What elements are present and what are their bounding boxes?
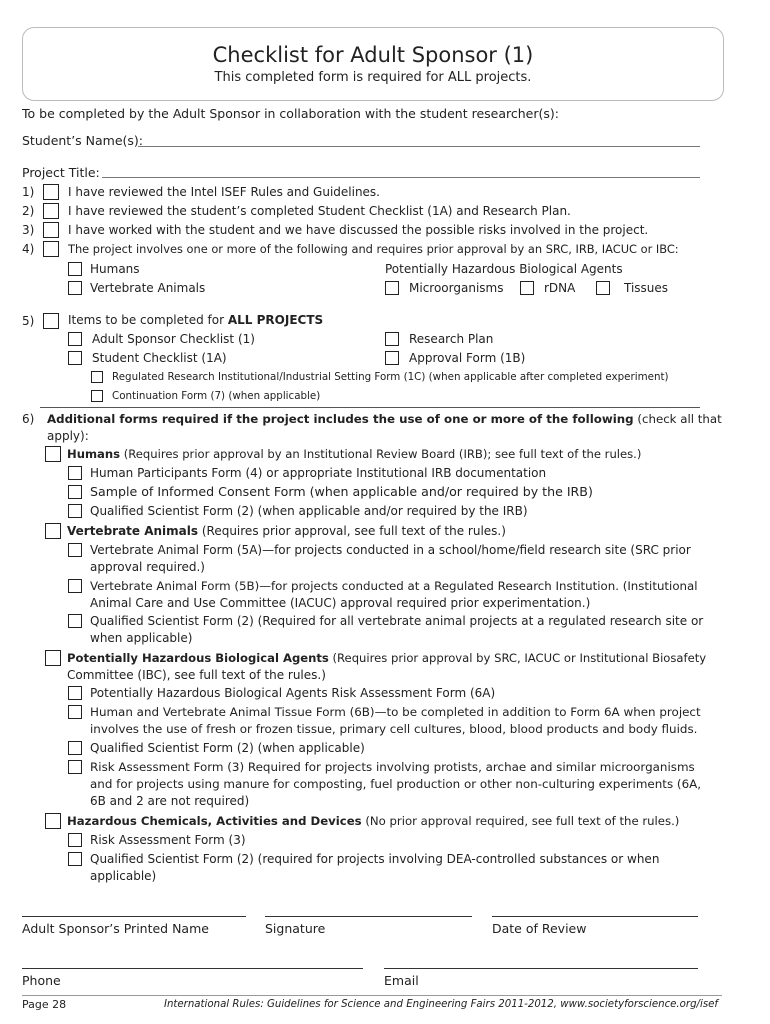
stc-checkbox[interactable] xyxy=(68,351,82,365)
phba-6a-checkbox[interactable] xyxy=(68,686,82,700)
risk-assessment-3-label: Risk Assessment Form (3) Required for projects involving protists, archae and similar microorganisms xyxy=(90,760,695,774)
rdna-label: rDNA xyxy=(544,281,576,295)
risk-assessment-3-label-cont2: 6B and 2 are not required) xyxy=(90,794,250,808)
vaf-5a-checkbox[interactable] xyxy=(68,543,82,557)
item-5-text: Items to be completed for ALL PROJECTS xyxy=(68,313,324,327)
phba-section-heading: Potentially Hazardous Biological Agents (Requires prior approval by SRC, IACUC or Institutional Biosafety xyxy=(67,651,707,665)
phba-qsf-label: Qualified Scientist Form (2) (when applicable) xyxy=(90,741,365,755)
research-plan-checkbox[interactable] xyxy=(385,332,399,346)
footer-rule xyxy=(22,995,722,996)
vert-qsf-label: Qualified Scientist Form (2) (Required for all vertebrate animal projects at a regulated research site or xyxy=(90,614,704,628)
humans-qsf-label: Qualified Scientist Form (2) (when applicable and/or required by the IRB) xyxy=(90,504,528,518)
item-6-text: Additional forms required if the project includes the use of one or more of the following (check all that xyxy=(47,412,722,426)
approval-form-label: Approval Form (1B) xyxy=(409,351,526,365)
student-names-label: Student’s Name(s): xyxy=(22,133,144,148)
human-participants-label: Human Participants Form (4) or appropriate Institutional IRB documentation xyxy=(90,466,547,480)
humans-checkbox[interactable] xyxy=(68,262,82,276)
rrif-label: Regulated Research Institutional/Industrial Setting Form (1C) (when applicable after completed experiment) xyxy=(112,371,669,383)
item-3-text: I have worked with the student and we have discussed the possible risks involved in the project. xyxy=(68,223,649,237)
tissue-6b-checkbox[interactable] xyxy=(68,705,82,719)
rdna-checkbox[interactable] xyxy=(520,281,534,295)
haz-qsf-label: Qualified Scientist Form (2) (required for projects involving DEA-controlled substances or when xyxy=(90,852,660,866)
vertebrate-section-checkbox[interactable] xyxy=(45,523,61,539)
phone-field[interactable] xyxy=(22,968,363,969)
printed-name-field[interactable] xyxy=(22,916,246,917)
item-1-number: 1) xyxy=(22,185,35,199)
project-title-field[interactable] xyxy=(102,177,700,178)
date-label: Date of Review xyxy=(492,921,587,936)
item-2-text: I have reviewed the student’s completed Student Checklist (1A) and Research Plan. xyxy=(68,204,571,218)
vaf-5b-label: Vertebrate Animal Form (5B)—for projects conducted at a Regulated Research Institution. (Institutional xyxy=(90,579,698,593)
item-3-checkbox[interactable] xyxy=(43,222,59,238)
item-4-number: 4) xyxy=(22,242,35,256)
hazardous-section-heading: Hazardous Chemicals, Activities and Devices (No prior approval required, see full text of the rules.) xyxy=(67,814,680,828)
date-field[interactable] xyxy=(492,916,698,917)
email-field[interactable] xyxy=(384,968,698,969)
intro-text: To be completed by the Adult Sponsor in collaboration with the student researcher(s): xyxy=(22,106,559,121)
vaf-5a-label: Vertebrate Animal Form (5A)—for projects conducted in a school/home/field research site (SRC prior xyxy=(90,543,691,557)
section-divider xyxy=(40,407,700,408)
item-1-text: I have reviewed the Intel ISEF Rules and Guidelines. xyxy=(68,185,380,199)
humans-section-checkbox[interactable] xyxy=(45,446,61,462)
form-subtitle: This completed form is required for ALL projects. xyxy=(214,70,532,85)
form-title: Checklist for Adult Sponsor (1) xyxy=(212,43,534,67)
continuation-checkbox[interactable] xyxy=(91,390,103,402)
item-5-checkbox[interactable] xyxy=(43,313,59,329)
haz-qsf-label-cont: applicable) xyxy=(90,869,157,883)
item-2-checkbox[interactable] xyxy=(43,203,59,219)
phba-qsf-checkbox[interactable] xyxy=(68,741,82,755)
vertebrate-section-heading: Vertebrate Animals (Requires prior approval, see full text of the rules.) xyxy=(67,524,506,538)
microorganisms-label: Microorganisms xyxy=(409,281,504,295)
hazardous-section-checkbox[interactable] xyxy=(45,813,61,829)
continuation-label: Continuation Form (7) (when applicable) xyxy=(112,390,321,402)
rrif-checkbox[interactable] xyxy=(91,371,103,383)
consent-form-checkbox[interactable] xyxy=(68,485,82,499)
signature-field[interactable] xyxy=(265,916,472,917)
tissues-label: Tissues xyxy=(624,281,669,295)
vert-qsf-checkbox[interactable] xyxy=(68,614,82,628)
vaf-5b-checkbox[interactable] xyxy=(68,579,82,593)
item-2-number: 2) xyxy=(22,204,35,218)
tissues-checkbox[interactable] xyxy=(596,281,610,295)
haz-qsf-checkbox[interactable] xyxy=(68,852,82,866)
phone-label: Phone xyxy=(22,973,61,988)
humans-qsf-checkbox[interactable] xyxy=(68,504,82,518)
item-5-number: 5) xyxy=(22,314,35,328)
vertebrate-label: Vertebrate Animals xyxy=(90,281,206,295)
research-plan-label: Research Plan xyxy=(409,332,494,346)
item-4-checkbox[interactable] xyxy=(43,241,59,257)
risk-assessment-3-label-cont: and for projects using manure for composting, fuel production or other non-culturing experiments (6A, xyxy=(90,777,702,791)
humans-label: Humans xyxy=(90,262,140,276)
page-number: Page 28 xyxy=(22,998,67,1011)
signature-label: Signature xyxy=(265,921,326,936)
vert-qsf-label-cont: when applicable) xyxy=(90,631,193,645)
item-6-text-cont: apply): xyxy=(47,429,89,443)
item-3-number: 3) xyxy=(22,223,35,237)
aspc-checkbox[interactable] xyxy=(68,332,82,346)
item-6-number: 6) xyxy=(22,412,35,426)
phba-section-checkbox[interactable] xyxy=(45,650,61,666)
printed-name-label: Adult Sponsor’s Printed Name xyxy=(22,921,209,936)
tissue-6b-label-cont: involves the use of fresh or frozen tissue, primary cell cultures, blood, blood products and body fluids. xyxy=(90,722,698,736)
vaf-5b-label-cont: Animal Care and Use Committee (IACUC) approval required prior experimentation.) xyxy=(90,596,591,610)
tissue-6b-label: Human and Vertebrate Animal Tissue Form (6B)—to be completed in addition to Form 6A when project xyxy=(90,705,701,719)
haz-risk-label: Risk Assessment Form (3) xyxy=(90,833,246,847)
phba-6a-label: Potentially Hazardous Biological Agents Risk Assessment Form (6A) xyxy=(90,686,496,700)
email-label: Email xyxy=(384,973,419,988)
item-1-checkbox[interactable] xyxy=(43,184,59,200)
vaf-5a-label-cont: approval required.) xyxy=(90,560,205,574)
vertebrate-checkbox[interactable] xyxy=(68,281,82,295)
student-names-field[interactable] xyxy=(138,146,700,147)
consent-form-label: Sample of Informed Consent Form (when applicable and/or required by the IRB) xyxy=(90,484,593,499)
human-participants-checkbox[interactable] xyxy=(68,466,82,480)
aspc-label: Adult Sponsor Checklist (1) xyxy=(92,332,255,346)
microorganisms-checkbox[interactable] xyxy=(385,281,399,295)
phba-label: Potentially Hazardous Biological Agents xyxy=(385,262,623,276)
phba-section-heading-cont: Committee (IBC), see full text of the rules.) xyxy=(67,668,326,682)
stc-label: Student Checklist (1A) xyxy=(92,351,227,365)
haz-risk-checkbox[interactable] xyxy=(68,833,82,847)
approval-form-checkbox[interactable] xyxy=(385,351,399,365)
item-4-text: The project involves one or more of the following and requires prior approval by an SRC, IRB, IACUC or IBC: xyxy=(68,242,679,256)
footer-reference: International Rules: Guidelines for Science and Engineering Fairs 2011-2012, www.societyforscience.org/isef xyxy=(163,999,718,1010)
humans-section-heading: Humans (Requires prior approval by an Institutional Review Board (IRB); see full text of the rules.) xyxy=(67,447,642,461)
risk-assessment-3-checkbox[interactable] xyxy=(68,760,82,774)
project-title-label: Project Title: xyxy=(22,165,100,180)
